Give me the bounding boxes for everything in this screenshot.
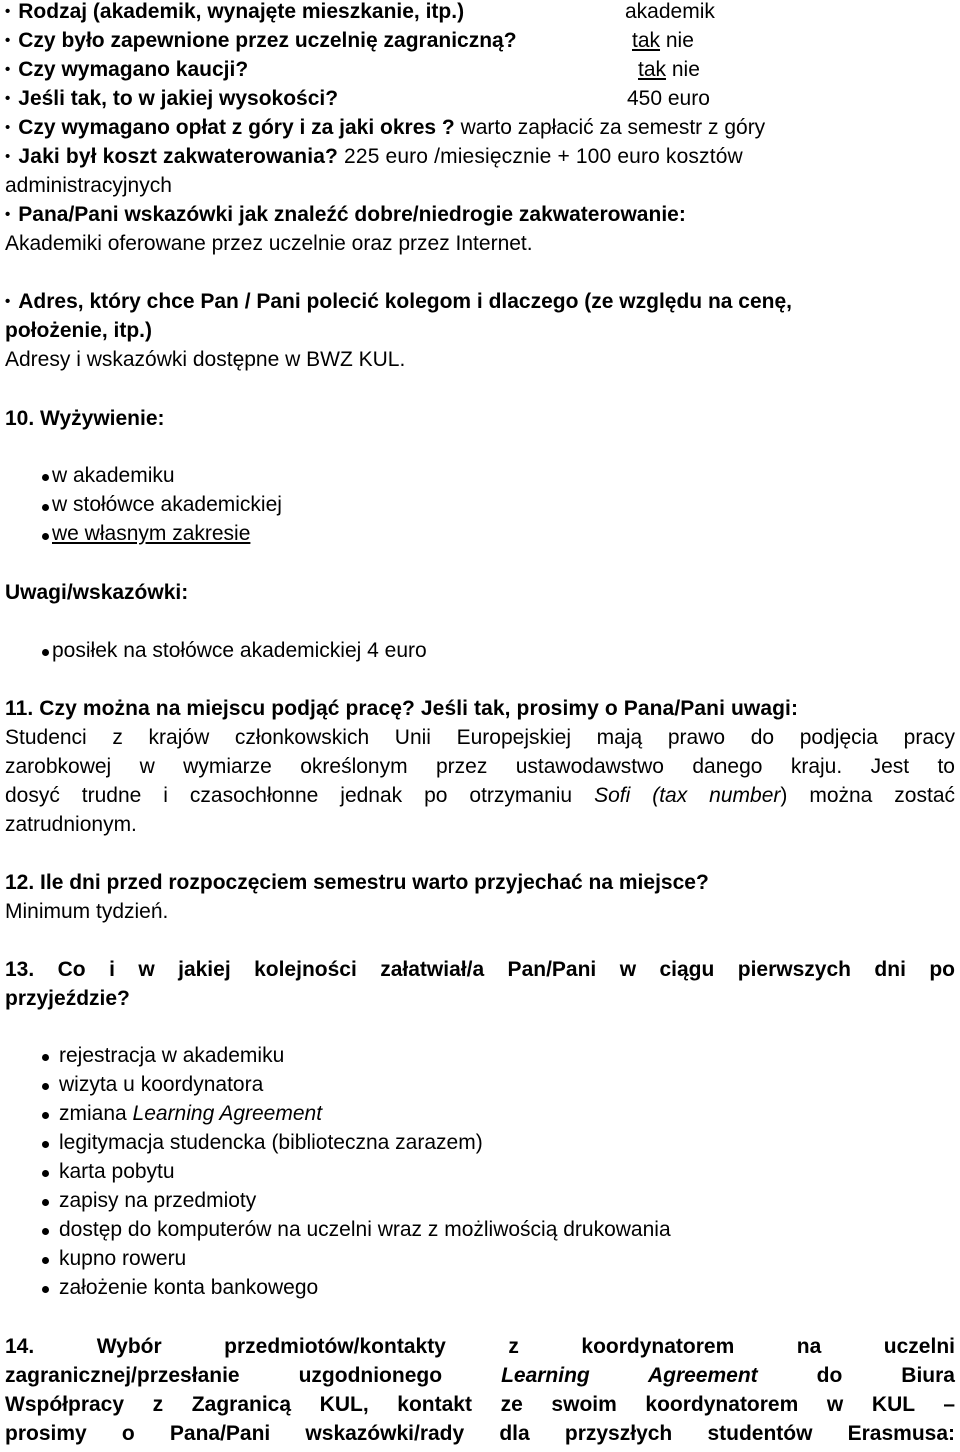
arrival-task: rejestracja w akademiku [59, 1044, 285, 1067]
section-14-heading: 14. Wybór przedmiotów/kontakty z koordynatorem na uczelni [5, 1335, 955, 1358]
question-deposit-required: • Czy wymagano kaucji? [5, 55, 955, 86]
bullet-icon [42, 1228, 49, 1235]
question-accommodation-cost: • Jaki był koszt zakwaterowania? 225 euro /miesięcznie + 100 euro kosztów [5, 142, 955, 173]
question-tips-accommodation: • Pana/Pani wskazówki jak znaleźć dobre/niedrogie zakwaterowanie: [5, 200, 955, 231]
question-recommended-address: • Adres, który chce Pan / Pani polecić kolegom i dlaczego (ze względu na cenę, [5, 287, 955, 318]
bullet-icon [42, 1083, 49, 1090]
section-10-heading: 10. Wyżywienie: [5, 407, 165, 430]
bullet-icon [42, 649, 49, 656]
bullet-icon [42, 1170, 49, 1177]
answer-provided-by-university [632, 26, 694, 55]
section-12-answer: Minimum tydzień. [5, 900, 169, 923]
question-provided-by-university: • Czy było zapewnione przez uczelnię zagraniczną? [5, 26, 955, 57]
bullet-icon [42, 1257, 49, 1264]
section-14-heading-cont: zagranicznej/przesłanie uzgodnionego Learning Agreement do Biura [5, 1364, 955, 1387]
answer-selected: tak [638, 58, 667, 81]
meal-option: w akademiku [52, 464, 175, 487]
question-upfront-payment: • Czy wymagano opłat z góry i za jaki okres ? warto zapłacić za semestr z góry [5, 113, 955, 144]
section-11-line: Studenci z krajów członkowskich Unii Europejskiej mają prawo do podjęcia pracy [5, 726, 955, 749]
arrival-task: karta pobytu [59, 1160, 175, 1183]
answer-upfront-payment: warto zapłacić za semestr z góry [460, 116, 766, 139]
section-14-heading-cont: Współpracy z Zagranicą KUL, kontakt ze swoim koordynatorem w KUL – [5, 1393, 955, 1416]
meal-option-selected: we własnym zakresie [52, 522, 251, 545]
arrival-task: dostęp do komputerów na uczelni wraz z możliwością drukowania [59, 1218, 671, 1241]
question-recommended-address-cont: położenie, itp.) [5, 319, 152, 342]
question-deposit-amount: • Jeśli tak, to w jakiej wysokości? [5, 84, 955, 115]
remarks-heading: Uwagi/wskazówki: [5, 581, 189, 604]
answer-selected: tak [632, 29, 661, 52]
section-13-heading: 13. Co i w jakiej kolejności załatwiał/a Pan/Pani w ciągu pierwszych dni po [5, 958, 955, 981]
section-11-line: zarobkowej w wymiarze określonym przez ustawodawstwo danego kraju. Jest to [5, 755, 955, 778]
answer-deposit-amount: 450 euro [627, 87, 710, 110]
answer-recommended-address: Adresy i wskazówki dostępne w BWZ KUL. [5, 348, 406, 371]
bullet-icon [42, 474, 49, 481]
bullet-icon [42, 533, 49, 540]
bullet-icon [42, 1112, 49, 1119]
arrival-task: założenie konta bankowego [59, 1276, 319, 1299]
arrival-task: wizyta u koordynatora [59, 1073, 264, 1096]
section-13-heading-cont: przyjeździe? [5, 987, 130, 1010]
section-11-heading: 11. Czy można na miejscu podjąć pracę? Jeśli tak, prosimy o Pana/Pani uwagi: [5, 697, 799, 720]
arrival-task: zapisy na przedmioty [59, 1189, 257, 1212]
answer-other: nie [671, 58, 700, 81]
section-14-heading-cont: prosimy o Pana/Pani wskazówki/rady dla przyszłych studentów Erasmusa: [5, 1422, 955, 1445]
bullet-icon [42, 1054, 49, 1061]
section-11-line: zatrudnionym. [5, 813, 137, 836]
meal-remark: posiłek na stołówce akademickiej 4 euro [52, 639, 427, 662]
bullet-icon [42, 1199, 49, 1206]
section-11-line: dosyć trudne i czasochłonne jednak po otrzymaniu Sofi (tax number) można zostać [5, 784, 956, 807]
meal-option: w stołówce akademickiej [52, 493, 282, 516]
answer-tips-accommodation: Akademiki oferowane przez uczelnie oraz przez Internet. [5, 232, 533, 255]
bullet-icon [42, 504, 49, 511]
answer-accommodation-cost-cont: administracyjnych [5, 174, 172, 197]
arrival-task: legitymacja studencka (biblioteczna zarazem) [59, 1131, 483, 1154]
answer-accommodation-cost: 225 euro /miesięcznie + 100 euro kosztów [344, 145, 743, 168]
section-12-heading: 12. Ile dni przed rozpoczęciem semestru warto przyjechać na miejsce? [5, 871, 709, 894]
question-accommodation-type: • Rodzaj (akademik, wynajęte mieszkanie, itp.) [5, 0, 955, 28]
answer-deposit-required [638, 55, 700, 84]
arrival-task: zmiana Learning Agreement [59, 1102, 323, 1125]
answer-other: nie [665, 29, 694, 52]
arrival-task: kupno roweru [59, 1247, 187, 1270]
bullet-icon [42, 1141, 49, 1148]
answer-accommodation-type: akademik [625, 0, 715, 23]
bullet-icon [42, 1286, 49, 1293]
